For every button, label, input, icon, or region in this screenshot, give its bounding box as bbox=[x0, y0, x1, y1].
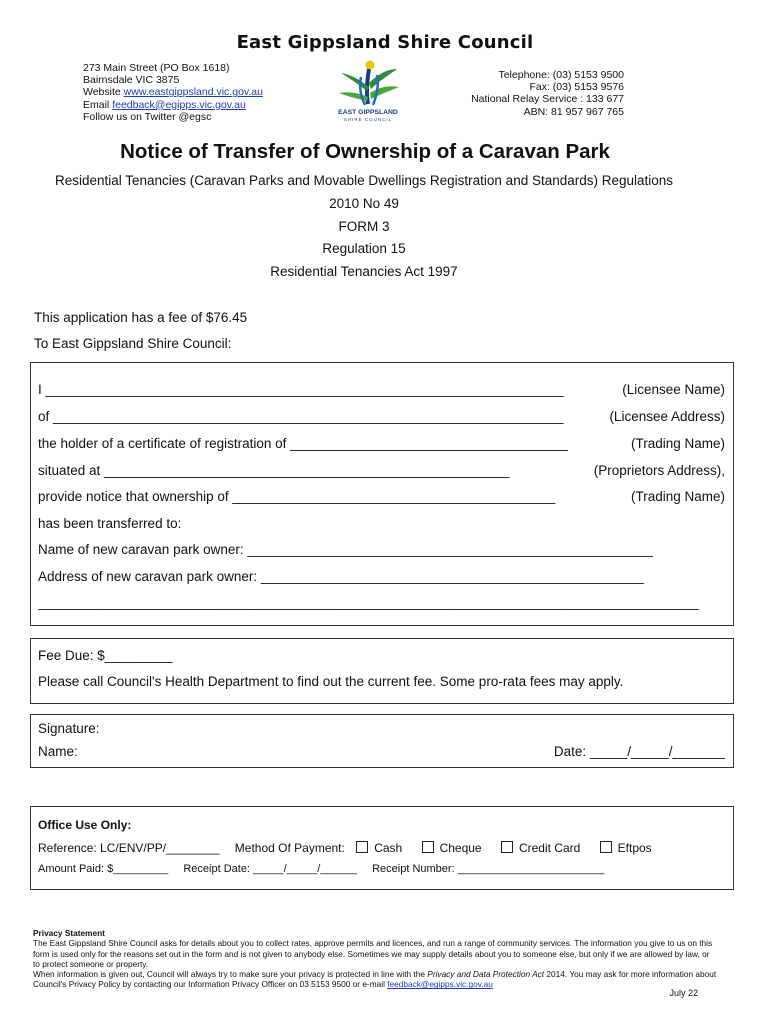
fee-due-field[interactable]: Fee Due: $_________ bbox=[38, 648, 173, 663]
eftpos-label: Eftpos bbox=[617, 841, 652, 855]
credit-card-checkbox[interactable] bbox=[501, 841, 513, 853]
new-owner-address-line-2[interactable]: ________________________________________________________________________________________ bbox=[38, 595, 699, 610]
new-owner-name-field[interactable]: Name of new caravan park owner: ______________________________________________________ bbox=[38, 542, 653, 557]
licensee-address-row[interactable] bbox=[38, 409, 725, 424]
licensee-name-row[interactable] bbox=[38, 382, 725, 397]
subtitle-form: FORM 3 bbox=[338, 219, 390, 234]
cash-label: Cash bbox=[374, 841, 403, 855]
email-prefix: Email bbox=[83, 98, 113, 111]
email-link[interactable]: feedback@egipps.vic.gov.au bbox=[112, 98, 246, 111]
cash-option[interactable] bbox=[356, 841, 402, 855]
receipt-row bbox=[38, 863, 725, 875]
address-line-2: Bairnsdale VIC 3875 bbox=[83, 74, 180, 87]
cash-checkbox[interactable] bbox=[356, 841, 368, 853]
subtitle-regulation: Regulation 15 bbox=[322, 241, 406, 256]
cheque-checkbox[interactable] bbox=[422, 841, 434, 853]
name-field[interactable]: Name: bbox=[38, 744, 78, 759]
proprietor-address-row[interactable] bbox=[38, 463, 725, 478]
details-section bbox=[30, 362, 734, 626]
licensee-name-hint: (Licensee Name) bbox=[622, 382, 725, 397]
council-logo bbox=[333, 57, 403, 123]
name-date-row bbox=[38, 744, 725, 759]
logo-text-2: SHIRE COUNCIL bbox=[343, 117, 393, 122]
office-use-heading: Office Use Only: bbox=[38, 818, 132, 832]
credit-card-label: Credit Card bbox=[518, 841, 581, 855]
subtitle-regulations: Residential Tenancies (Caravan Parks and Movable Dwellings Registration and Standards) Regulations bbox=[54, 173, 674, 188]
signature-section bbox=[30, 714, 734, 768]
office-use-section bbox=[30, 806, 734, 890]
website-line bbox=[83, 86, 263, 98]
twitter-line: Follow us on Twitter @egsc bbox=[83, 110, 212, 123]
fee-note: Please call Council's Health Department to find out the current fee. Some pro-rata fees may apply. bbox=[38, 674, 624, 689]
date-field[interactable]: Date: _____/_____/_______ bbox=[553, 744, 725, 759]
licensee-address-field[interactable]: of ____________________________________________________________________ bbox=[38, 409, 564, 424]
credit-card-option[interactable] bbox=[501, 841, 580, 855]
eftpos-checkbox[interactable] bbox=[600, 841, 612, 853]
new-owner-address-field[interactable]: Address of new caravan park owner: ___________________________________________________ bbox=[38, 569, 644, 584]
contact-details bbox=[83, 62, 263, 123]
subtitle-number: 2010 No 49 bbox=[329, 196, 399, 211]
privacy-statement bbox=[33, 928, 717, 990]
signature-field[interactable]: Signature: bbox=[38, 721, 100, 736]
fax: Fax: (03) 5153 9576 bbox=[529, 81, 624, 94]
proprietor-address-hint: (Proprietors Address), bbox=[593, 463, 725, 478]
abn: ABN: 81 957 967 765 bbox=[523, 105, 624, 118]
ownership-row[interactable] bbox=[38, 489, 725, 504]
email-line bbox=[83, 99, 263, 111]
website-link[interactable]: www.eastgippsland.vic.gov.au bbox=[123, 86, 263, 99]
sun-shape bbox=[366, 61, 375, 70]
licensee-name-field[interactable]: I _____________________________________________________________________ bbox=[38, 382, 564, 397]
privacy-paragraph-2 bbox=[33, 969, 717, 990]
subtitle-act: Residential Tenancies Act 1997 bbox=[270, 264, 458, 279]
form-date: July 22 bbox=[669, 988, 698, 998]
receipt-number-field[interactable]: Receipt Number: ________________________ bbox=[372, 863, 605, 875]
privacy-text-b: 2014. You may ask for more information about Council's Privacy Policy by contacting our Information Privacy Officer on 03 5153 9500 or e-mail bbox=[33, 969, 717, 990]
relay-service: National Relay Service : 133 677 bbox=[471, 93, 624, 106]
privacy-text-a: When information is given out, Council will always try to make sure your privacy is protected in line with the bbox=[33, 969, 428, 980]
address-line-1: 273 Main Street (PO Box 1618) bbox=[83, 62, 230, 74]
transferred-to-label: has been transferred to: bbox=[38, 516, 182, 531]
privacy-act-name: Privacy and Data Protection Act bbox=[427, 969, 545, 980]
council-name: East Gippsland Shire Council bbox=[236, 32, 534, 53]
fee-section bbox=[30, 638, 734, 704]
payment-row bbox=[38, 841, 725, 855]
document-title: Notice of Transfer of Ownership of a Caravan Park bbox=[120, 140, 610, 163]
cheque-label: Cheque bbox=[439, 841, 482, 855]
receipt-date-field[interactable]: Receipt Date: _____/_____/______ bbox=[183, 863, 358, 875]
eftpos-option[interactable] bbox=[600, 841, 652, 855]
privacy-email-link[interactable]: feedback@egipps.vic.gov.au bbox=[387, 979, 493, 990]
trading-name-hint: (Trading Name) bbox=[630, 436, 725, 451]
method-label: Method Of Payment: bbox=[234, 841, 345, 855]
to-council: To East Gippsland Shire Council: bbox=[34, 336, 232, 351]
fee-text: This application has a fee of $76.45 bbox=[34, 310, 248, 325]
cheque-option[interactable] bbox=[422, 841, 482, 855]
licensee-address-hint: (Licensee Address) bbox=[609, 409, 725, 424]
proprietor-address-field[interactable]: situated at ______________________________________________________ bbox=[38, 463, 510, 478]
ownership-field[interactable]: provide notice that ownership of ___________________________________________ bbox=[38, 489, 556, 504]
trading-name-row[interactable] bbox=[38, 436, 725, 451]
website-prefix: Website bbox=[83, 86, 124, 99]
privacy-paragraph-1: The East Gippsland Shire Council asks for details about you to collect rates, approve permits and licences, and run a range of community services. The information you give to us on this form is used only for the reasons set out in the form and is not given to anybody else. Sometimes we may supply details about you to someone else, but only if we are allowed by law, or to protect someone or property. bbox=[33, 938, 713, 969]
phone-details bbox=[471, 69, 624, 118]
logo-text-1: EAST GIPPSLAND bbox=[338, 109, 398, 116]
telephone: Telephone: (03) 5153 9500 bbox=[498, 69, 624, 81]
privacy-heading: Privacy Statement bbox=[33, 928, 105, 938]
ownership-hint: (Trading Name) bbox=[630, 489, 725, 504]
trading-name-field[interactable]: the holder of a certificate of registration of _____________________________________ bbox=[38, 436, 568, 451]
reference-field[interactable]: Reference: LC/ENV/PP/________ bbox=[38, 841, 220, 855]
amount-paid-field[interactable]: Amount Paid: $_________ bbox=[38, 863, 169, 875]
